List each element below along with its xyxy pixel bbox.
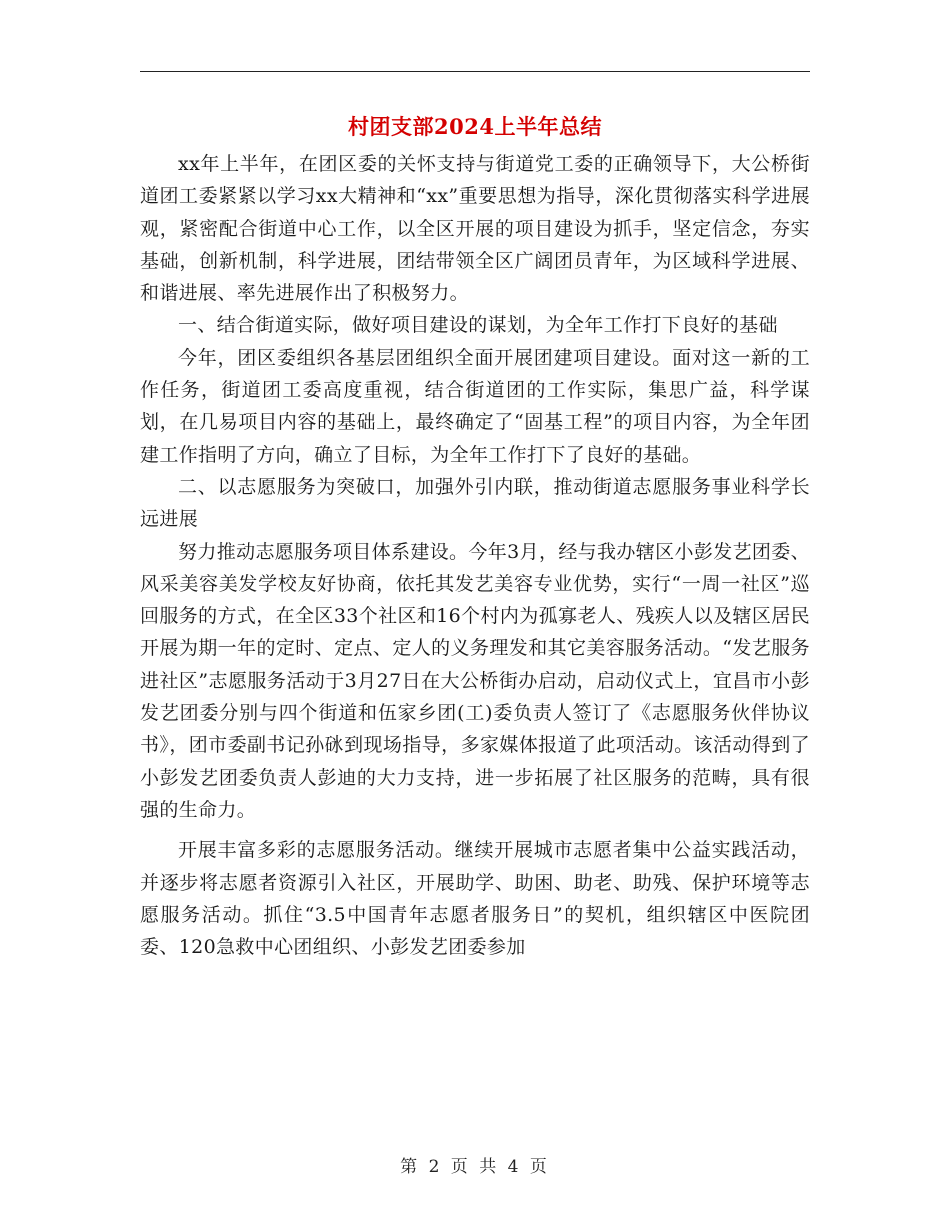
document-title: 村团支部2024上半年总结 bbox=[348, 114, 602, 139]
paragraph-volunteer-system: 努力推动志愿服务项目体系建设。今年3月，经与我办辖区小彭发艺团委、风采美容美发学校友好协商，依托其发艺美容专业优势，实行“一周一社区”巡回服务的方式，在全区33个社区和16个村内为孤寡老人、残疾人以及辖区居民开展为期一年的定时、定点、定人的义务理发和其它美容服务活动。“发艺服务进社区”志愿服务活动于3月27日在大公桥街办启动，启动仪式上，宜昌市小彭发艺团委分别与四个街道和伍家乡团(工)委负责人签订了《志愿服务伙伴协议书》，团市委副书记孙砯到现场指导，多家媒体报道了此项活动。该活动得到了小彭发艺团委负责人彭迪的大力支持，进一步拓展了社区服务的范畴，具有很强的生命力。 bbox=[140, 540, 810, 821]
paragraph-volunteer-activities: 开展丰富多彩的志愿服务活动。继续开展城市志愿者集中公益实践活动，并逐步将志愿者资源引入社区，开展助学、助困、助老、助残、保护环境等志愿服务活动。抓住“3.5中国青年志愿者服务日”的契机，组织辖区中医院团委、120急救中心团组织、小彭发艺团委参加 bbox=[140, 839, 810, 959]
header-rule bbox=[140, 71, 810, 72]
page-number: 第 2 页 共 4 页 bbox=[400, 1157, 550, 1177]
paragraph-section-1: 今年，团区委组织各基层团组织全面开展团建项目建设。面对这一新的工作任务，街道团工委高度重视，结合街道团的工作实际，集思广益，科学谋划，在几易项目内容的基础上，最终确定了“固基工程”的项目内容，为全年团建工作指明了方向，确立了目标，为全年工作打下了良好的基础。 bbox=[140, 346, 810, 466]
section-heading-1: 一、结合街道实际，做好项目建设的谋划，为全年工作打下良好的基础 bbox=[178, 314, 778, 337]
paragraph-intro: xx年上半年，在团区委的关怀支持与街道党工委的正确领导下，大公桥街道团工委紧紧以学习xx大精神和“xx”重要思想为指导，深化贯彻落实科学进展观，紧密配合街道中心工作，以全区开展的项目建设为抓手，坚定信念，夯实基础，创新机制，科学进展，团结带领全区广阔团员青年，为区域科学进展、和谐进展、率先进展作出了积极努力。 bbox=[140, 153, 810, 305]
section-heading-2: 二、以志愿服务为突破口，加强外引内联，推动街道志愿服务事业科学长远进展 bbox=[140, 475, 810, 531]
document-body bbox=[140, 148, 810, 963]
